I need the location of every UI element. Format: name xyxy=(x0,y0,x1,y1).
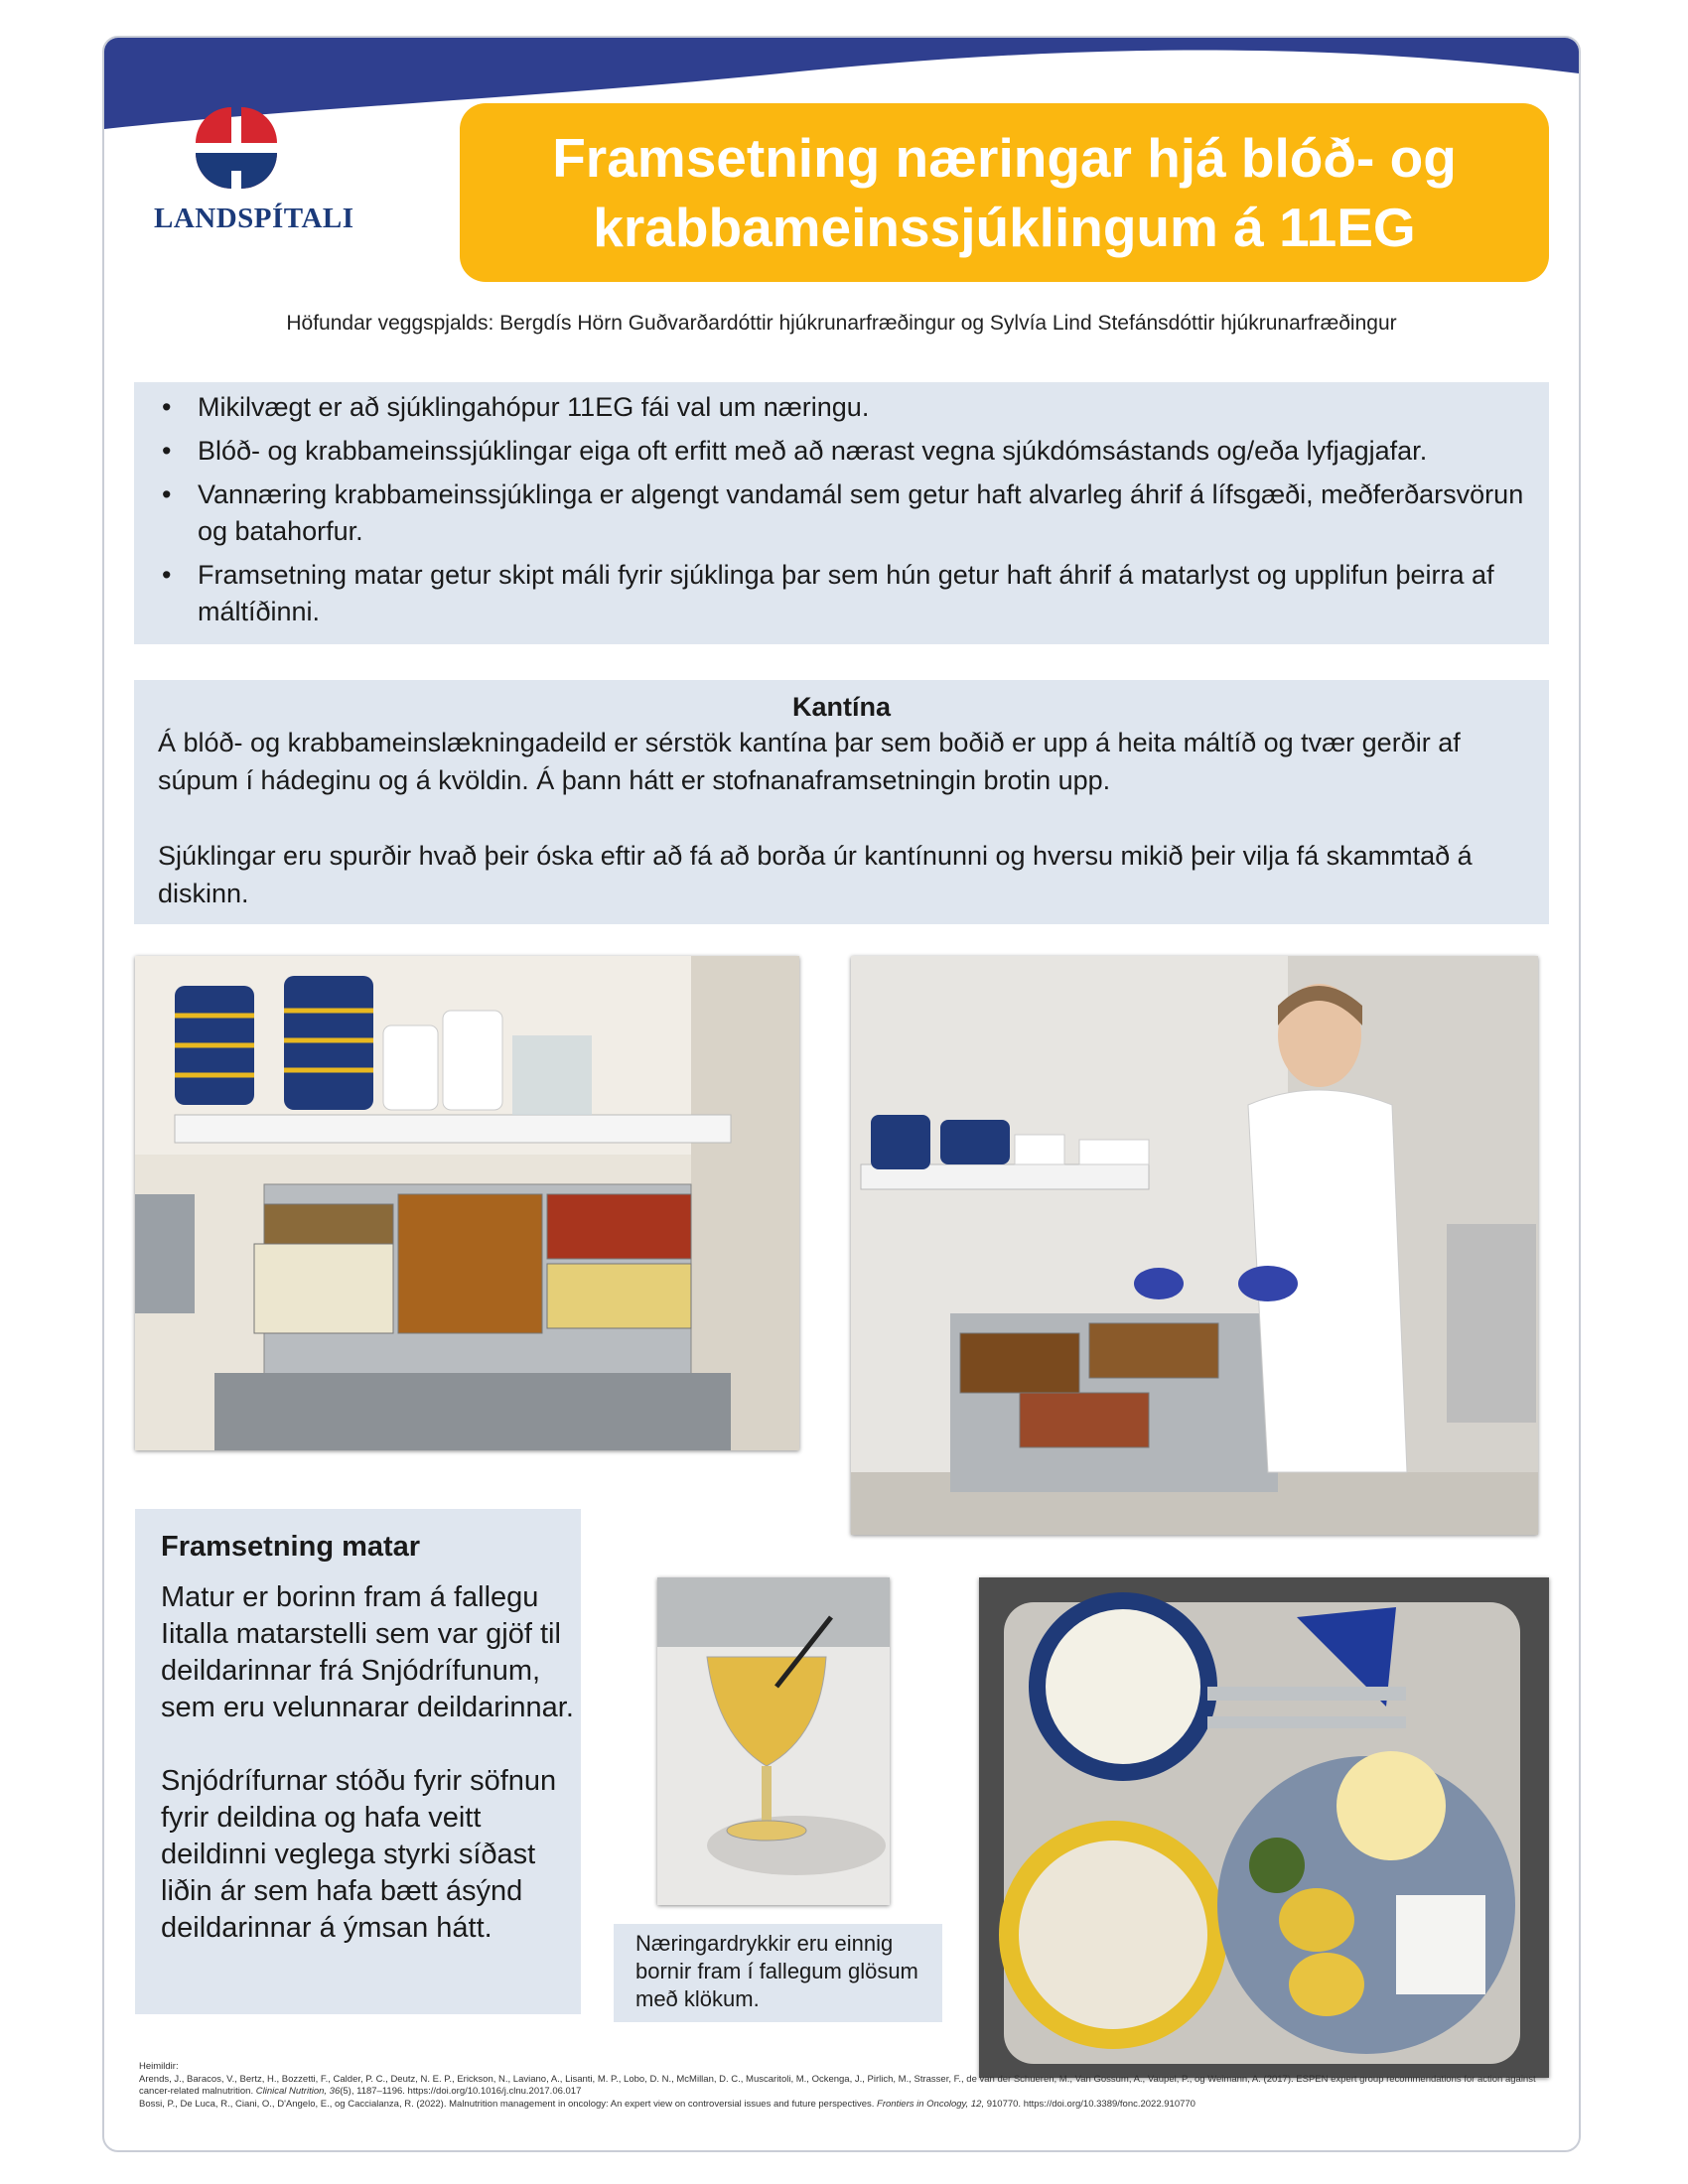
key-points-box xyxy=(134,382,1549,644)
reference-1: Arends, J., Baracos, V., Bertz, H., Bozzetti, F., Calder, P. C., Deutz, N. E. P., Erickson, N., Laviano, A., Lisanti, M. P., Lobo, D. N., McMillan, D. C., Muscaritoli, M., Ockenga, J., Pirlich, M., Strasser, F., de van der Schueren, M., Van Gossum, A., Vaupel, P., og Weimann, A. (2017). ESPEN expert group recommendations for action against cancer-related malnutrition. Clinical Nutrition, 36(5), 1187–1196. https://doi.org/10.1016/j.clnu.2017.06.017 xyxy=(139,2074,1536,2097)
framsetning-matar-box xyxy=(135,1509,581,2014)
framsetning-matar-title: Framsetning matar xyxy=(161,1531,421,1563)
nurse-serving-photo xyxy=(851,956,1538,1535)
key-point: • Framsetning matar getur skipt máli fyrir sjúklinga þar sem hún getur haft áhrif á matarlyst og upplifun þeirra af máltíðinni. xyxy=(198,557,1549,630)
poster-title xyxy=(489,123,1521,262)
kantina-box xyxy=(134,680,1549,924)
title-banner xyxy=(460,103,1549,282)
reference-2: Bossi, P., De Luca, R., Ciani, O., D'Angelo, E., og Caccialanza, R. (2022). Malnutrition management in oncology: An expert view on controversial issues and future perspectives. Frontiers in Oncology, 12, 910770. https://doi.org/10.3389/fonc.2022.910770 xyxy=(139,2099,1196,2110)
key-points-list xyxy=(134,389,1549,630)
title-line-2: krabbameinssjúklingum á 11EG xyxy=(593,197,1416,258)
key-point: • Vannæring krabbameinssjúklinga er algengt vandamál sem getur haft alvarleg áhrif á lífsgæði, meðferðarsvörun og batahorfur. xyxy=(198,477,1549,550)
food-tray-photo xyxy=(979,1577,1549,2078)
drink-glass-photo xyxy=(657,1577,890,1905)
framsetning-paragraph-2: Snjódrífurnar stóðu fyrir söfnun fyrir deildina og hafa veitt deildinni veglega styrki síðast liðin ár sem hafa bætt ásýnd deildarinnar á ýmsan hátt. xyxy=(161,1765,557,1944)
framsetning-paragraph-1: Matur er borinn fram á fallegu Iitalla matarstelli sem var gjöf til deildarinnar frá Snjódrífunum, sem eru velunnarar deildarinnar. xyxy=(161,1581,574,1723)
references xyxy=(139,2061,1549,2112)
logo-text: LANDSPÍTALI xyxy=(154,203,354,234)
kantina-paragraph-1: Á blóð- og krabbameinslækningadeild er sérstök kantína þar sem boðið er upp á heita máltíð og tvær gerðir af súpum í hádeginu og á kvöldin. Á þann hátt er stofnanaframsetningin brotin upp. xyxy=(158,728,1461,795)
title-line-1: Framsetning næringar hjá blóð- og xyxy=(552,127,1457,189)
buffet-counter-photo xyxy=(135,956,799,1450)
logo-cross-icon xyxy=(154,99,323,199)
key-point: • Blóð- og krabbameinssjúklingar eiga oft erfitt með að nærast vegna sjúkdómsástands og/eða lyfjagjafar. xyxy=(198,433,1549,470)
kantina-title: Kantína xyxy=(791,692,891,722)
key-point: • Mikilvægt er að sjúklingahópur 11EG fái val um næringu. xyxy=(198,389,1549,426)
kantina-paragraph-2: Sjúklingar eru spurðir hvað þeir óska eftir að fá að borða úr kantínunni og hversu mikið þeir vilja fá skammtað á diskinn. xyxy=(158,841,1473,908)
landspitali-logo xyxy=(154,99,354,238)
authors-line: Höfundar veggspjalds: Bergdís Hörn Guðvarðardóttir hjúkrunarfræðingur og Sylvía Lind Stefánsdóttir hjúkrunarfræðingur xyxy=(286,312,1397,335)
drink-caption: Næringardrykkir eru einnig bornir fram í fallegum glösum með klökum. xyxy=(614,1924,942,2022)
poster xyxy=(102,36,1581,2152)
references-heading: Heimildir: xyxy=(139,2061,179,2072)
